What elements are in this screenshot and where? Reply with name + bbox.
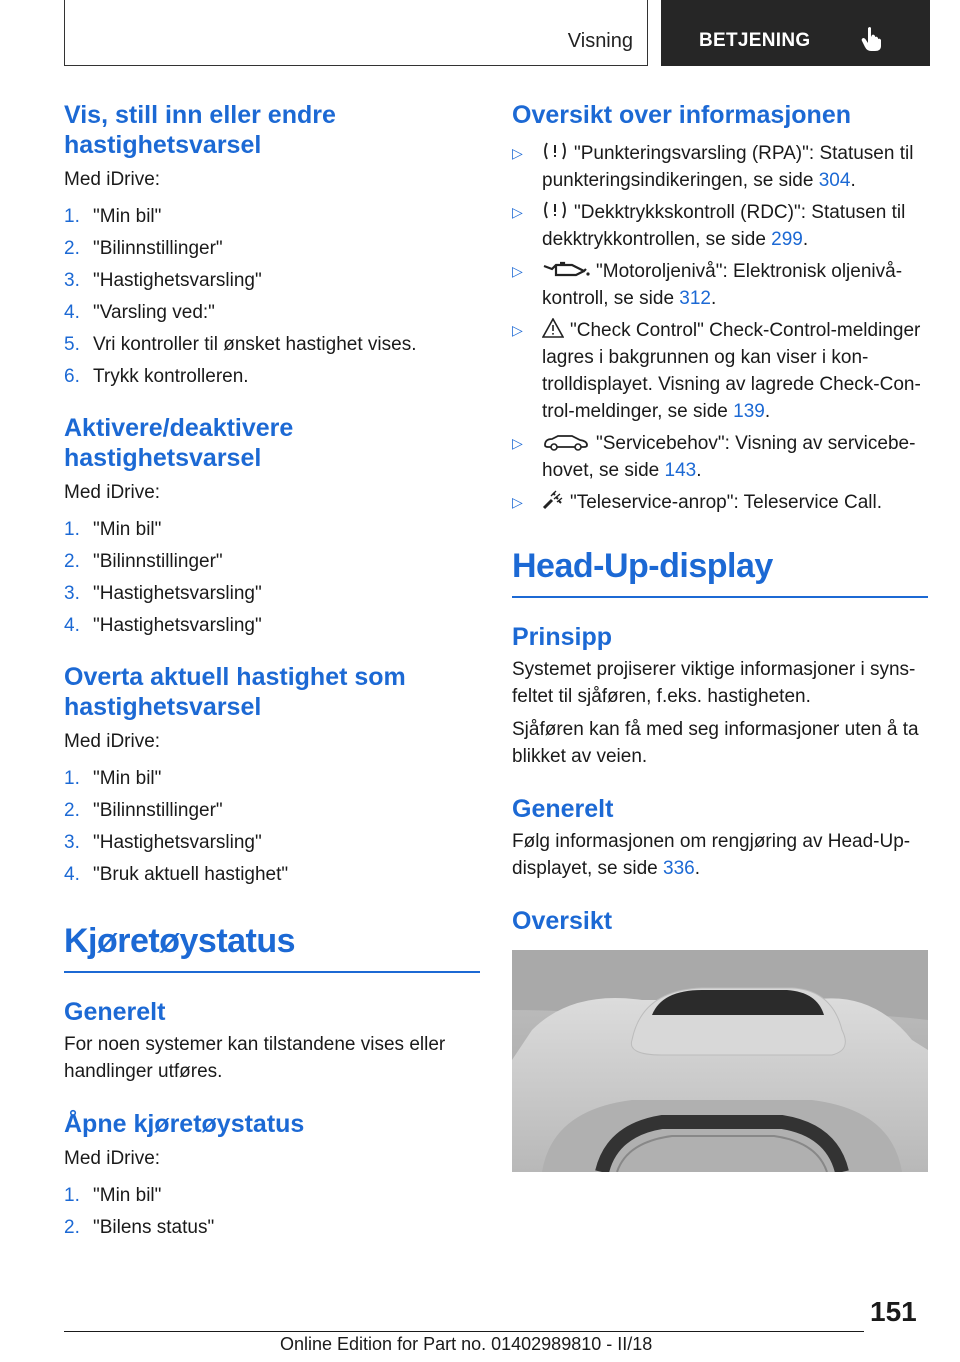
info-list [512,140,928,516]
step-item: 2. "Bilens status" [64,1216,215,1238]
section-title: Åpne kjøretøystatus [64,1109,305,1138]
head-up-display-photo [512,950,928,1172]
list-item: ▷ "Teleservice-anrop": Teleservice Call. [512,492,882,513]
step-list [64,201,480,393]
header-section-title: Visning [567,30,633,52]
intro-text: Med iDrive: [64,169,161,190]
chapter-head-up-display [512,546,928,598]
chapter-rule [64,971,480,973]
step-item: 3. "Hastighetsvarsling" [64,270,262,291]
section-adopt-current-speed [64,662,480,891]
page-number: 151 [870,1296,917,1327]
teleservice-icon [542,490,564,510]
step-item: 3. "Hastighetsvarsling" [64,583,262,604]
chapter-title: Kjøretøystatus [64,922,296,960]
list-item: ▷ "Motoroljenivå": Elektronisk oljenivåkontroll, se side 312. [512,261,903,309]
step-item: 1. "Min bil" [64,519,162,540]
header-chapter-box [661,0,930,66]
page-header [64,0,930,66]
page-link[interactable]: 304 [818,170,851,191]
body-text: For noen systemer kan tilstandene vises eller handlinger utføres. [64,1033,446,1082]
list-item: ▷ "Punkteringsvarsling (RPA)": Statusen til punkteringsindikeringen, se side 304. [512,143,914,191]
list-item: ▷ "Check Control" Check-Control-meldinger lagres i bakgrunnen og kan viser i kontrolldisplayet. Visning av lagrede Check-Control-meldinger, se side 139. [512,320,921,422]
section-title: Aktivere/deaktivere hastighetsvarsel [64,414,294,472]
section-title: Generelt [64,997,166,1026]
section-title: Generelt [512,794,614,823]
left-column [64,100,480,1244]
section-principle [512,622,928,770]
chapter-rule [512,596,928,598]
step-item: 3. "Hastighetsvarsling" [64,832,262,853]
footer-edition: Online Edition for Part no. 01402989810 - II/18 [280,1334,653,1354]
section-open-vehicle-status [64,1109,480,1244]
list-item: ▷ "Dekktrykkskontroll (RDC)": Statusen til dekktrykkontrollen, se side 299. [512,202,906,250]
step-list [64,763,480,891]
section-general [64,997,480,1085]
hand-pointer-icon [861,26,883,52]
section-overview [512,906,928,1177]
intro-text: Med iDrive: [64,482,161,503]
step-item: 1. "Min bil" [64,206,162,227]
chapter-vehicle-status [64,921,480,973]
section-title: Prinsipp [512,622,613,651]
warning-triangle-icon [542,318,564,338]
intro-text: Med iDrive: [64,731,161,752]
section-set-speed-warning [64,100,480,393]
footer-rule [64,1331,864,1332]
body-text: Sjåføren kan få med seg informasjoner uten å ta blikket av veien. [512,718,919,767]
step-item: 2. "Bilinnstillinger" [64,551,223,572]
step-item: 2. "Bilinnstillinger" [64,800,223,821]
section-general-hud [512,794,928,882]
header-section-box [64,0,648,66]
body-text: Systemet projiserer viktige informasjoner i synsfeltet til sjåføren, f.eks. hastigheten. [512,658,916,707]
step-item: 6. Trykk kontrolleren. [64,366,249,387]
step-item: 4. "Hastighetsvarsling" [64,615,262,636]
step-item: 5. Vri kontroller til ønsket hastighet vises. [64,334,417,355]
section-title: Oversikt [512,906,613,935]
page-link[interactable]: 143 [664,460,697,481]
step-item: 1. "Min bil" [64,1184,162,1206]
section-title: Vis, still inn eller endre hastighetsvarsel [64,101,336,159]
page-link[interactable]: 336 [663,857,695,879]
chapter-title: Head-Up-display [512,547,773,585]
header-chapter-title: BETJENING [699,30,811,51]
list-item: ▷ "Servicebehov": Visning av servicebehovet, se side 143. [512,433,916,481]
step-item: 4. "Varsling ved:" [64,302,215,323]
step-item: 4. "Bruk aktuell hastighet" [64,864,289,885]
right-column [512,100,928,1177]
section-information-overview [512,100,928,516]
oil-can-icon [542,261,590,279]
section-title: Overta aktuell hastighet som hastighetsvarsel [64,663,406,721]
section-toggle-speed-warning [64,413,480,642]
step-item: 2. "Bilinnstillinger" [64,238,223,259]
tire-pressure-icon [542,141,568,161]
car-service-icon [542,433,590,451]
body-text: Følg informasjonen om rengjøring av Head-Up-displayet, se side 336. [512,830,911,879]
step-item: 1. "Min bil" [64,768,162,789]
section-title: Oversikt over informasjonen [512,101,852,129]
tire-pressure-icon [542,200,568,220]
step-list [64,514,480,642]
intro-text: Med iDrive: [64,1147,161,1169]
step-list [64,1180,480,1244]
page-link[interactable]: 139 [733,401,765,422]
page-link[interactable]: 312 [679,288,711,309]
page-link[interactable]: 299 [771,229,803,250]
